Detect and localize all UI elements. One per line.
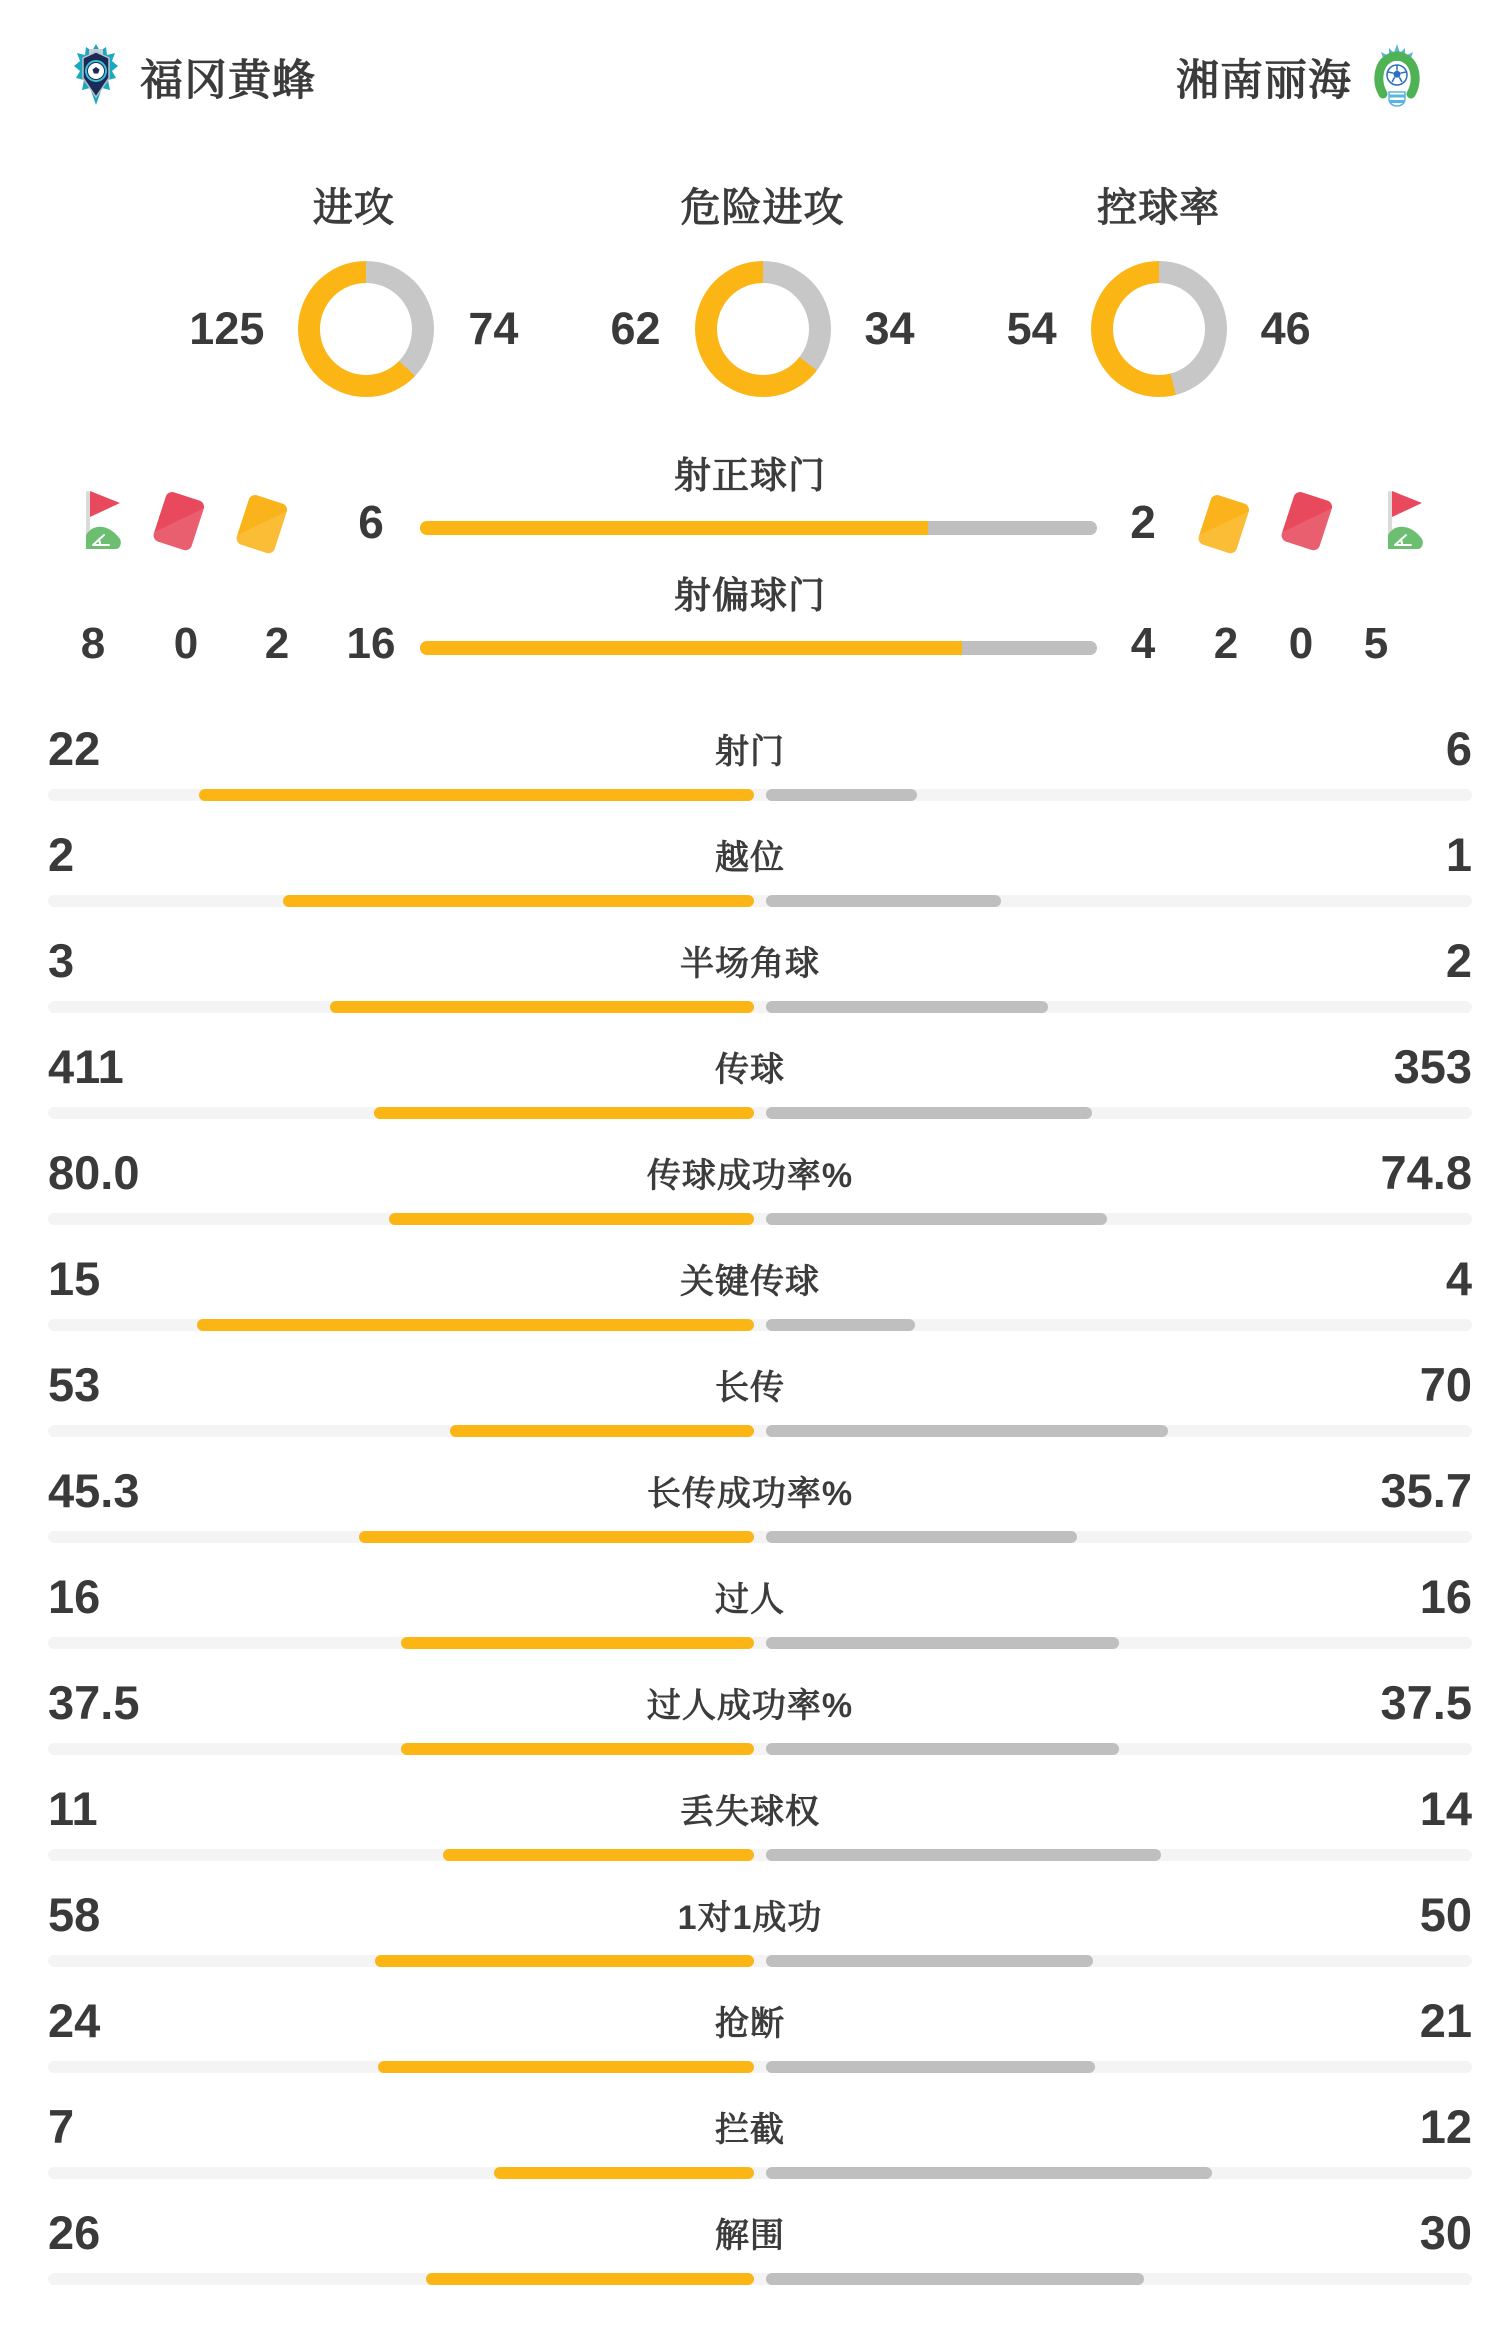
home-bar-segment bbox=[197, 1319, 754, 1331]
stat-home-value: 11 bbox=[48, 1782, 98, 1835]
red-card-icon bbox=[1278, 490, 1334, 557]
home-bar-segment bbox=[450, 1425, 754, 1437]
stat-label: 拦截 bbox=[715, 2111, 785, 2149]
stat-row bbox=[0, 2093, 1500, 2199]
home-bar-segment bbox=[378, 2061, 755, 2073]
away-bar-segment bbox=[766, 1531, 1077, 1543]
away-bar-segment bbox=[766, 1955, 1093, 1967]
stat-label: 半场角球 bbox=[680, 945, 820, 983]
stat-label: 长传 bbox=[715, 1369, 785, 1407]
stat-row bbox=[0, 1457, 1500, 1563]
stat-bar-track bbox=[48, 2061, 1472, 2073]
home-bar-segment bbox=[401, 1743, 754, 1755]
away-bar-segment bbox=[766, 1213, 1107, 1225]
donut-hole bbox=[1113, 283, 1205, 375]
stat-home-value: 80.0 bbox=[48, 1146, 140, 1199]
stat-away-value: 1 bbox=[1445, 828, 1472, 881]
stat-away-value: 16 bbox=[1419, 1570, 1472, 1623]
stat-away-value: 35.7 bbox=[1380, 1464, 1472, 1517]
stats-section bbox=[0, 715, 1500, 2305]
away-bar-segment bbox=[766, 2061, 1095, 2073]
stat-row bbox=[0, 1669, 1500, 1775]
stat-bar-track bbox=[48, 1107, 1472, 1119]
home-bar-segment bbox=[401, 1637, 754, 1649]
shots-off-target-away-value: 4 bbox=[1130, 619, 1156, 668]
stat-bar-track bbox=[48, 1849, 1472, 1861]
stat-label: 丢失球权 bbox=[680, 1793, 820, 1831]
stat-home-value: 24 bbox=[48, 1994, 101, 2047]
home-bar-segment bbox=[389, 1213, 754, 1225]
corner-flag-icon bbox=[64, 489, 122, 558]
shots-on-target-title: 射正球门 bbox=[674, 455, 826, 496]
home-team-badge-icon bbox=[74, 43, 118, 112]
home-red-cards-count: 0 bbox=[173, 619, 199, 668]
shots-on-target-home-value: 6 bbox=[358, 496, 384, 548]
stat-row bbox=[0, 1881, 1500, 1987]
stat-bar-track bbox=[48, 1743, 1472, 1755]
stat-home-value: 2 bbox=[48, 828, 75, 881]
away-bar-segment bbox=[766, 1743, 1119, 1755]
stat-row bbox=[0, 927, 1500, 1033]
stat-row bbox=[0, 2199, 1500, 2305]
away-corner-flags-count: 5 bbox=[1363, 619, 1389, 668]
stat-bar-track bbox=[48, 1425, 1472, 1437]
away-bar-segment bbox=[766, 2273, 1144, 2285]
shots-off-target-bar bbox=[420, 641, 1097, 655]
stat-label: 抢断 bbox=[715, 2005, 785, 2043]
away-bar-segment bbox=[766, 1637, 1119, 1649]
stat-label: 过人 bbox=[715, 1581, 785, 1619]
away-team-badge-icon bbox=[1374, 43, 1420, 112]
away-bar-segment bbox=[766, 1425, 1168, 1437]
stat-away-value: 21 bbox=[1419, 1994, 1472, 2047]
shots-on-target-away-value: 2 bbox=[1130, 496, 1156, 548]
stat-bar-track bbox=[48, 1955, 1472, 1967]
home-bar-segment bbox=[283, 895, 754, 907]
home-yellow-cards-count: 2 bbox=[264, 619, 290, 668]
home-team-name: 福冈黄蜂 bbox=[140, 56, 316, 105]
stat-home-value: 15 bbox=[48, 1252, 101, 1305]
stat-away-value: 14 bbox=[1419, 1782, 1472, 1835]
stat-home-value: 37.5 bbox=[48, 1676, 140, 1729]
red-card-icon bbox=[150, 490, 206, 557]
away-bar-segment bbox=[766, 1849, 1161, 1861]
home-bar-segment bbox=[374, 1107, 754, 1119]
shots-section bbox=[0, 445, 1500, 685]
away-team-name: 湘南丽海 bbox=[1176, 56, 1352, 105]
shots-off-target-home-value: 16 bbox=[346, 619, 396, 668]
donut-label: 进攻 bbox=[312, 186, 395, 230]
donut-label: 危险进攻 bbox=[680, 186, 845, 230]
stat-away-value: 74.8 bbox=[1380, 1146, 1472, 1199]
away-yellow-cards-count: 2 bbox=[1213, 619, 1239, 668]
stat-away-value: 37.5 bbox=[1380, 1676, 1472, 1729]
home-bar-segment bbox=[330, 1001, 754, 1013]
yellow-card-icon bbox=[1195, 493, 1251, 560]
stat-label: 越位 bbox=[715, 839, 785, 877]
stat-label: 传球成功率% bbox=[646, 1157, 854, 1195]
stat-home-value: 16 bbox=[48, 1570, 101, 1623]
stat-bar-track bbox=[48, 2167, 1472, 2179]
away-red-cards-count: 0 bbox=[1288, 619, 1314, 668]
home-corner-flags-count: 8 bbox=[80, 619, 106, 668]
stat-home-value: 53 bbox=[48, 1358, 101, 1411]
away-bar-segment bbox=[766, 2167, 1212, 2179]
donut-ring bbox=[695, 261, 831, 397]
away-bar-segment bbox=[766, 1319, 915, 1331]
donut-charts-section bbox=[0, 176, 1500, 397]
stat-home-value: 22 bbox=[48, 722, 101, 775]
stat-bar-track bbox=[48, 895, 1472, 907]
stat-away-value: 70 bbox=[1419, 1358, 1472, 1411]
yellow-card-icon bbox=[233, 493, 289, 560]
stat-bar-track bbox=[48, 2273, 1472, 2285]
home-bar-segment bbox=[494, 2167, 754, 2179]
corner-flag-icon bbox=[1366, 489, 1424, 558]
donut-away-value: 74 bbox=[468, 303, 519, 354]
away-bar-segment bbox=[766, 895, 1001, 907]
shots-off-target-title: 射偏球门 bbox=[674, 575, 826, 616]
stat-bar-track bbox=[48, 1001, 1472, 1013]
stat-home-value: 26 bbox=[48, 2206, 101, 2259]
home-team bbox=[74, 43, 316, 112]
home-bar-segment bbox=[426, 2273, 754, 2285]
donut-hole bbox=[320, 283, 412, 375]
donut-hole bbox=[717, 283, 809, 375]
stat-row bbox=[0, 715, 1500, 821]
away-bar-segment bbox=[766, 1107, 1092, 1119]
home-bar-segment bbox=[375, 1955, 754, 1967]
donut-away-value: 34 bbox=[864, 303, 915, 354]
stat-away-value: 4 bbox=[1445, 1252, 1472, 1305]
stat-row bbox=[0, 1775, 1500, 1881]
donut-away-value: 46 bbox=[1260, 303, 1311, 354]
stat-away-value: 12 bbox=[1419, 2100, 1472, 2153]
stat-row bbox=[0, 1245, 1500, 1351]
stat-home-value: 411 bbox=[48, 1040, 124, 1093]
donut-chart bbox=[610, 176, 914, 397]
donut-ring bbox=[1091, 261, 1227, 397]
home-bar-segment bbox=[420, 641, 962, 655]
donut-home-value: 54 bbox=[1006, 303, 1057, 354]
stat-home-value: 45.3 bbox=[48, 1464, 140, 1517]
stat-row bbox=[0, 1563, 1500, 1669]
donut-chart bbox=[189, 176, 518, 397]
stat-row bbox=[0, 1351, 1500, 1457]
donut-home-value: 125 bbox=[189, 303, 265, 354]
stat-row bbox=[0, 821, 1500, 927]
donut-ring bbox=[298, 261, 434, 397]
stat-bar-track bbox=[48, 1319, 1472, 1331]
home-bar-segment bbox=[359, 1531, 754, 1543]
stat-label: 关键传球 bbox=[680, 1263, 820, 1301]
stat-row bbox=[0, 1033, 1500, 1139]
stat-label: 解围 bbox=[715, 2217, 785, 2255]
home-bar-segment bbox=[420, 521, 928, 535]
stat-label: 过人成功率% bbox=[646, 1687, 854, 1725]
stat-away-value: 6 bbox=[1445, 722, 1472, 775]
stat-row bbox=[0, 1987, 1500, 2093]
stat-row bbox=[0, 1139, 1500, 1245]
shots-on-target-bar bbox=[420, 521, 1097, 535]
stat-bar-track bbox=[48, 1213, 1472, 1225]
stat-label: 射门 bbox=[715, 733, 785, 771]
away-bar-segment bbox=[928, 521, 1097, 535]
away-team bbox=[1176, 43, 1420, 112]
stat-home-value: 7 bbox=[48, 2100, 75, 2153]
away-bar-segment bbox=[766, 1001, 1048, 1013]
stat-home-value: 58 bbox=[48, 1888, 101, 1941]
home-bar-segment bbox=[443, 1849, 754, 1861]
stat-home-value: 3 bbox=[48, 934, 75, 987]
stat-away-value: 50 bbox=[1419, 1888, 1472, 1941]
donut-home-value: 62 bbox=[610, 303, 661, 354]
stat-label: 1对1成功 bbox=[677, 1899, 823, 1937]
stat-bar-track bbox=[48, 1531, 1472, 1543]
stat-label: 传球 bbox=[715, 1051, 785, 1089]
stat-away-value: 30 bbox=[1419, 2206, 1472, 2259]
stat-bar-track bbox=[48, 1637, 1472, 1649]
stat-away-value: 2 bbox=[1445, 934, 1472, 987]
donut-label: 控球率 bbox=[1097, 186, 1221, 230]
away-bar-segment bbox=[962, 641, 1097, 655]
home-bar-segment bbox=[199, 789, 754, 801]
stat-label: 长传成功率% bbox=[646, 1475, 854, 1513]
away-bar-segment bbox=[766, 789, 917, 801]
donut-chart bbox=[1007, 176, 1311, 397]
stat-away-value: 353 bbox=[1393, 1040, 1472, 1093]
stat-bar-track bbox=[48, 789, 1472, 801]
match-header bbox=[0, 0, 1500, 110]
